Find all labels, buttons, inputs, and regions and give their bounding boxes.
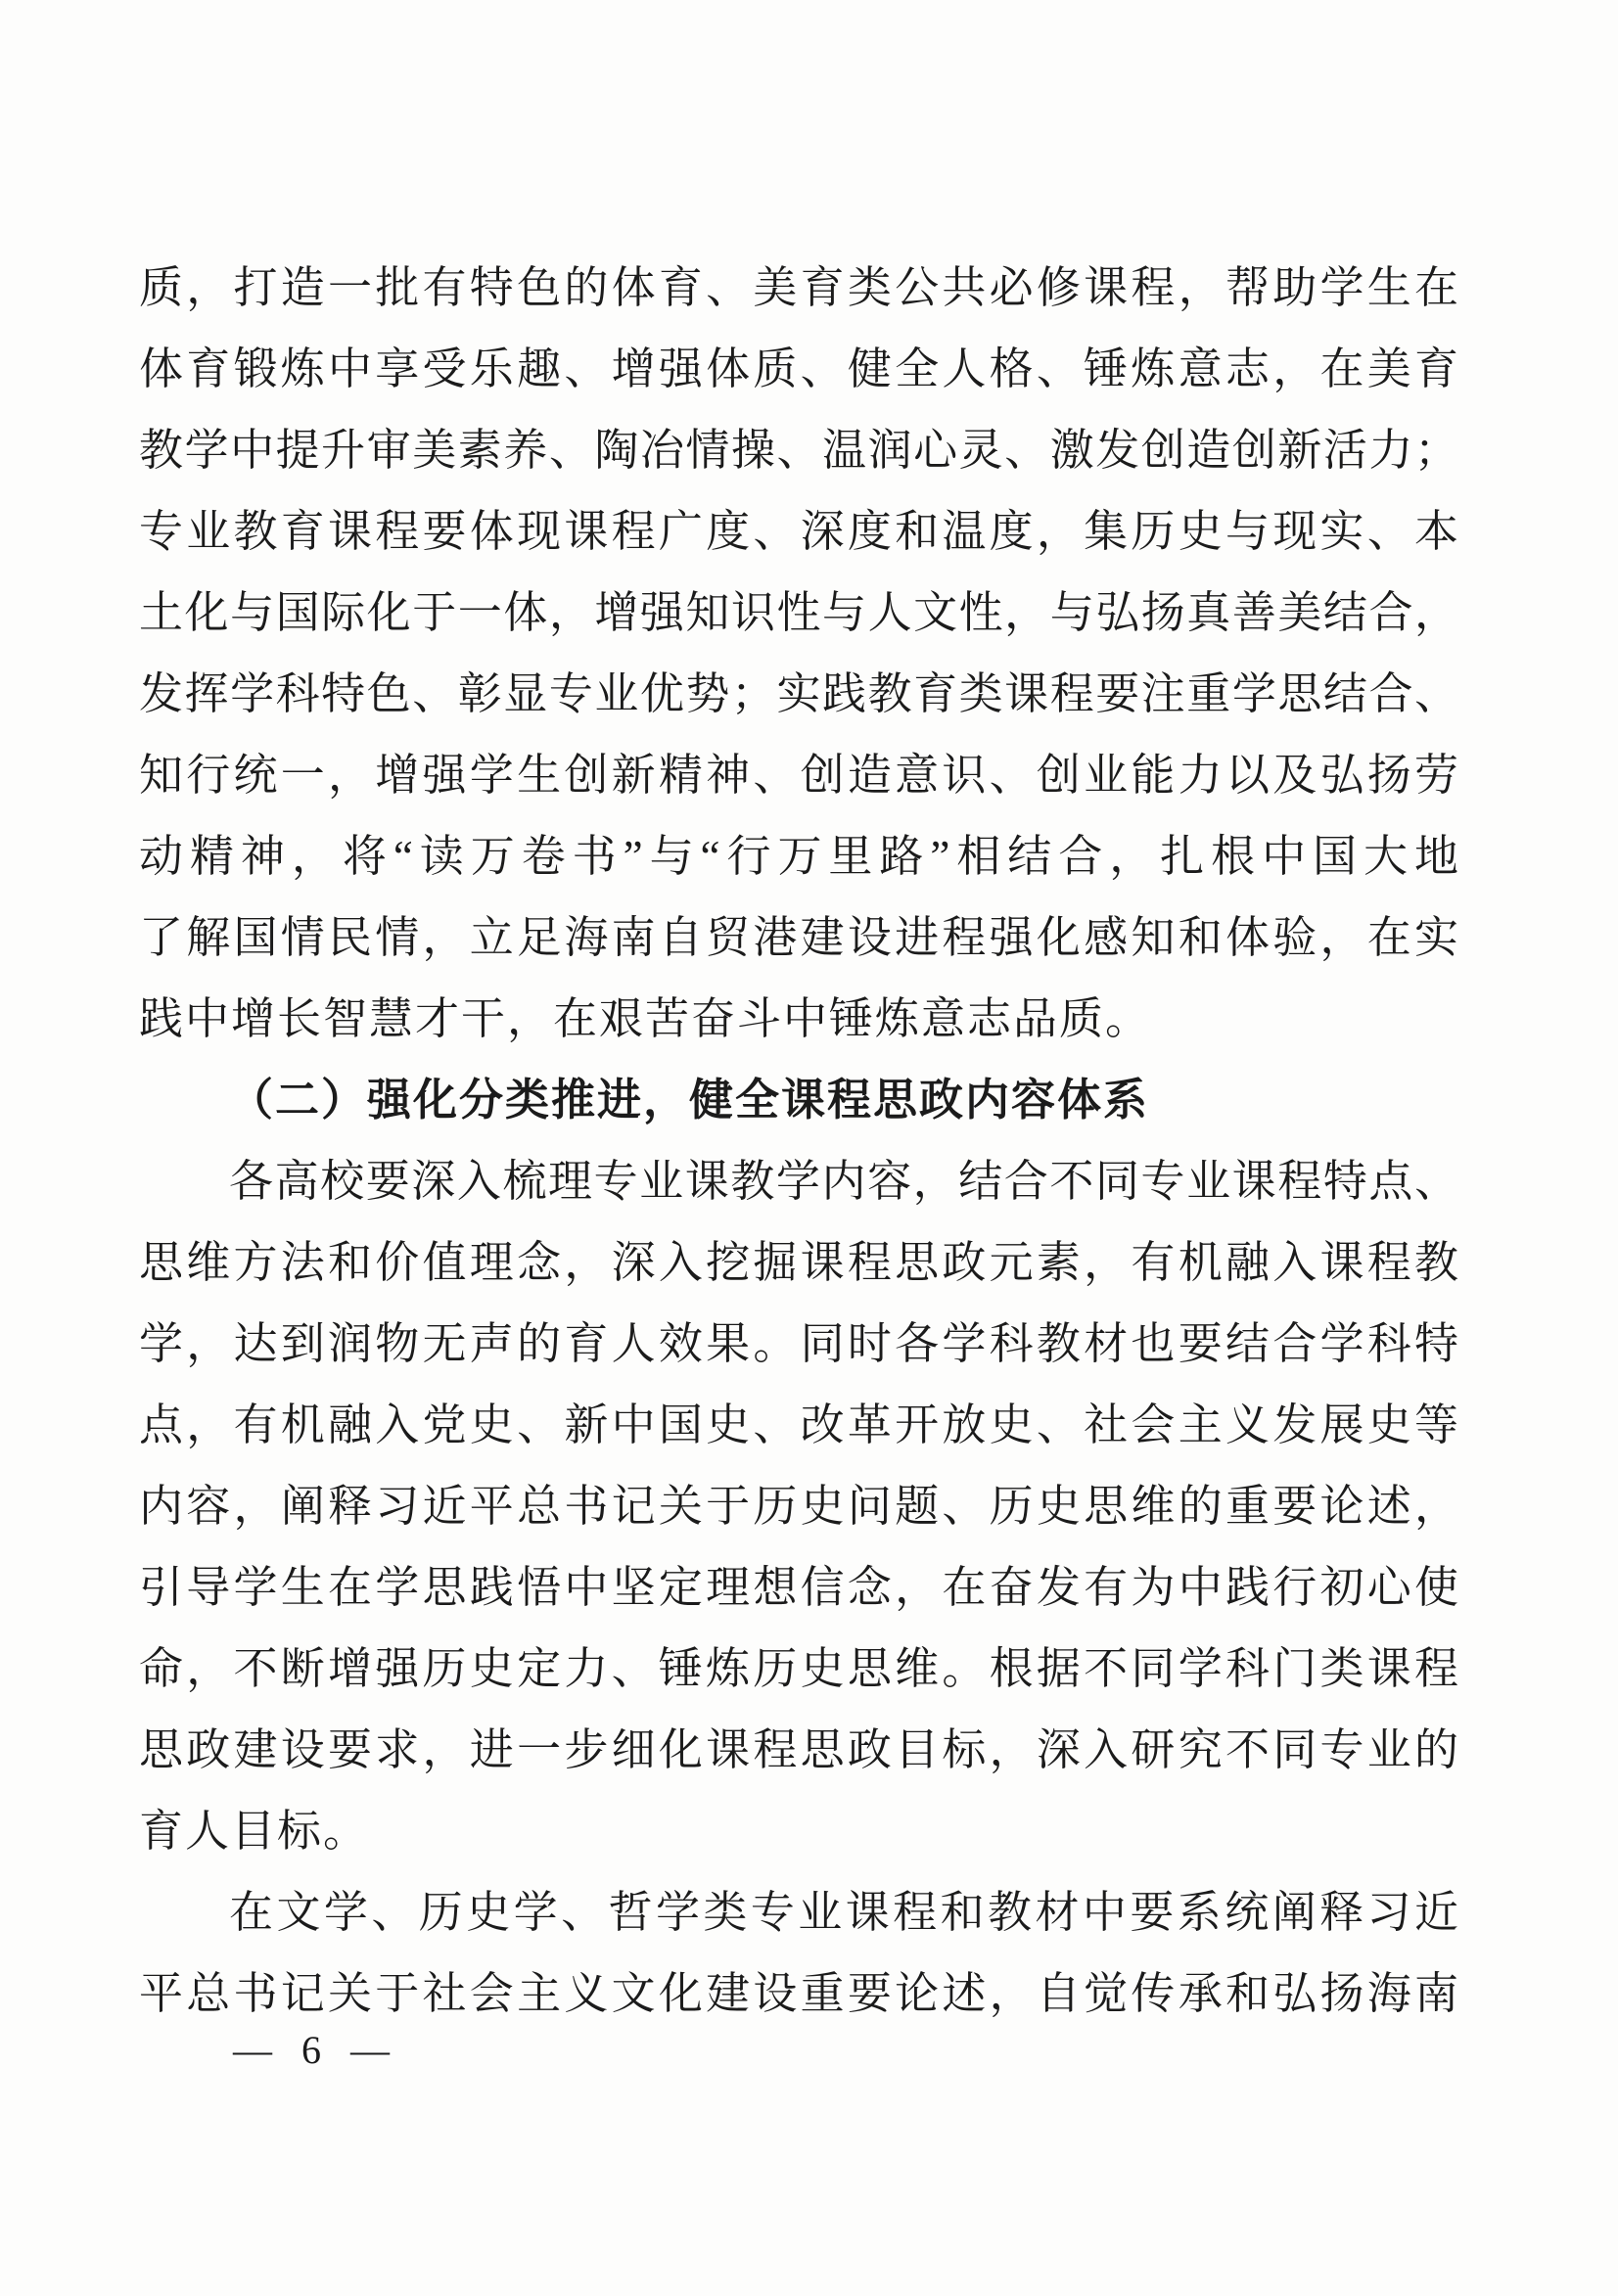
body-line: 各高校要深入梳理专业课教学内容，结合不同专业课程特点、 — [229, 1157, 1458, 1206]
body-line: 土化与国际化于一体，增强知识性与人文性，与弘扬真善美结合， — [139, 588, 1458, 637]
body-line: 在文学、历史学、哲学类专业课程和教材中要系统阐释习近 — [229, 1888, 1458, 1937]
body-line: 践中增长智慧才干，在艰苦奋斗中锤炼意志品质。 — [139, 994, 1152, 1043]
body-line: 体育锻炼中享受乐趣、增强体质、健全人格、锤炼意志，在美育 — [139, 344, 1458, 393]
body-line: 质，打造一批有特色的体育、美育类公共必修课程，帮助学生在 — [139, 263, 1458, 312]
body-line: 思政建设要求，进一步细化课程思政目标，深入研究不同专业的 — [139, 1725, 1458, 1774]
body-line: 动精神，将“读万卷书”与“行万里路”相结合，扎根中国大地 — [139, 832, 1458, 881]
body-line: 教学中提升审美素养、陶冶情操、温润心灵、激发创造创新活力； — [139, 426, 1458, 475]
body-line: 发挥学科特色、彰显专业优势；实践教育类课程要注重学思结合、 — [139, 669, 1458, 718]
body-line: 了解国情民情，立足海南自贸港建设进程强化感知和体验，在实 — [139, 913, 1458, 962]
body-line: 平总书记关于社会主义文化建设重要论述，自觉传承和弘扬海南 — [139, 1969, 1458, 2018]
body-line: 知行统一，增强学生创新精神、创造意识、创业能力以及弘扬劳 — [139, 751, 1458, 800]
body-line: 专业教育课程要体现课程广度、深度和温度，集历史与现实、本 — [139, 507, 1458, 556]
document-body — [139, 248, 1458, 2035]
body-line: 内容，阐释习近平总书记关于历史问题、历史思维的重要论述， — [139, 1482, 1458, 1531]
body-line: 引导学生在学思践悟中坚定理想信念，在奋发有为中践行初心使 — [139, 1563, 1458, 1612]
body-line: 育人目标。 — [139, 1807, 370, 1856]
body-line: 点，有机融入党史、新中国史、改革开放史、社会主义发展史等 — [139, 1401, 1458, 1449]
page-number: — 6 — — [233, 2028, 399, 2072]
body-line: 思维方法和价值理念，深入挖掘课程思政元素，有机融入课程教 — [139, 1238, 1458, 1287]
body-line: 学，达到润物无声的育人效果。同时各学科教材也要结合学科特 — [139, 1319, 1458, 1368]
section-heading: （二）强化分类推进，健全课程思政内容体系 — [229, 1076, 1150, 1125]
body-line: 命，不断增强历史定力、锤炼历史思维。根据不同学科门类课程 — [139, 1644, 1458, 1693]
